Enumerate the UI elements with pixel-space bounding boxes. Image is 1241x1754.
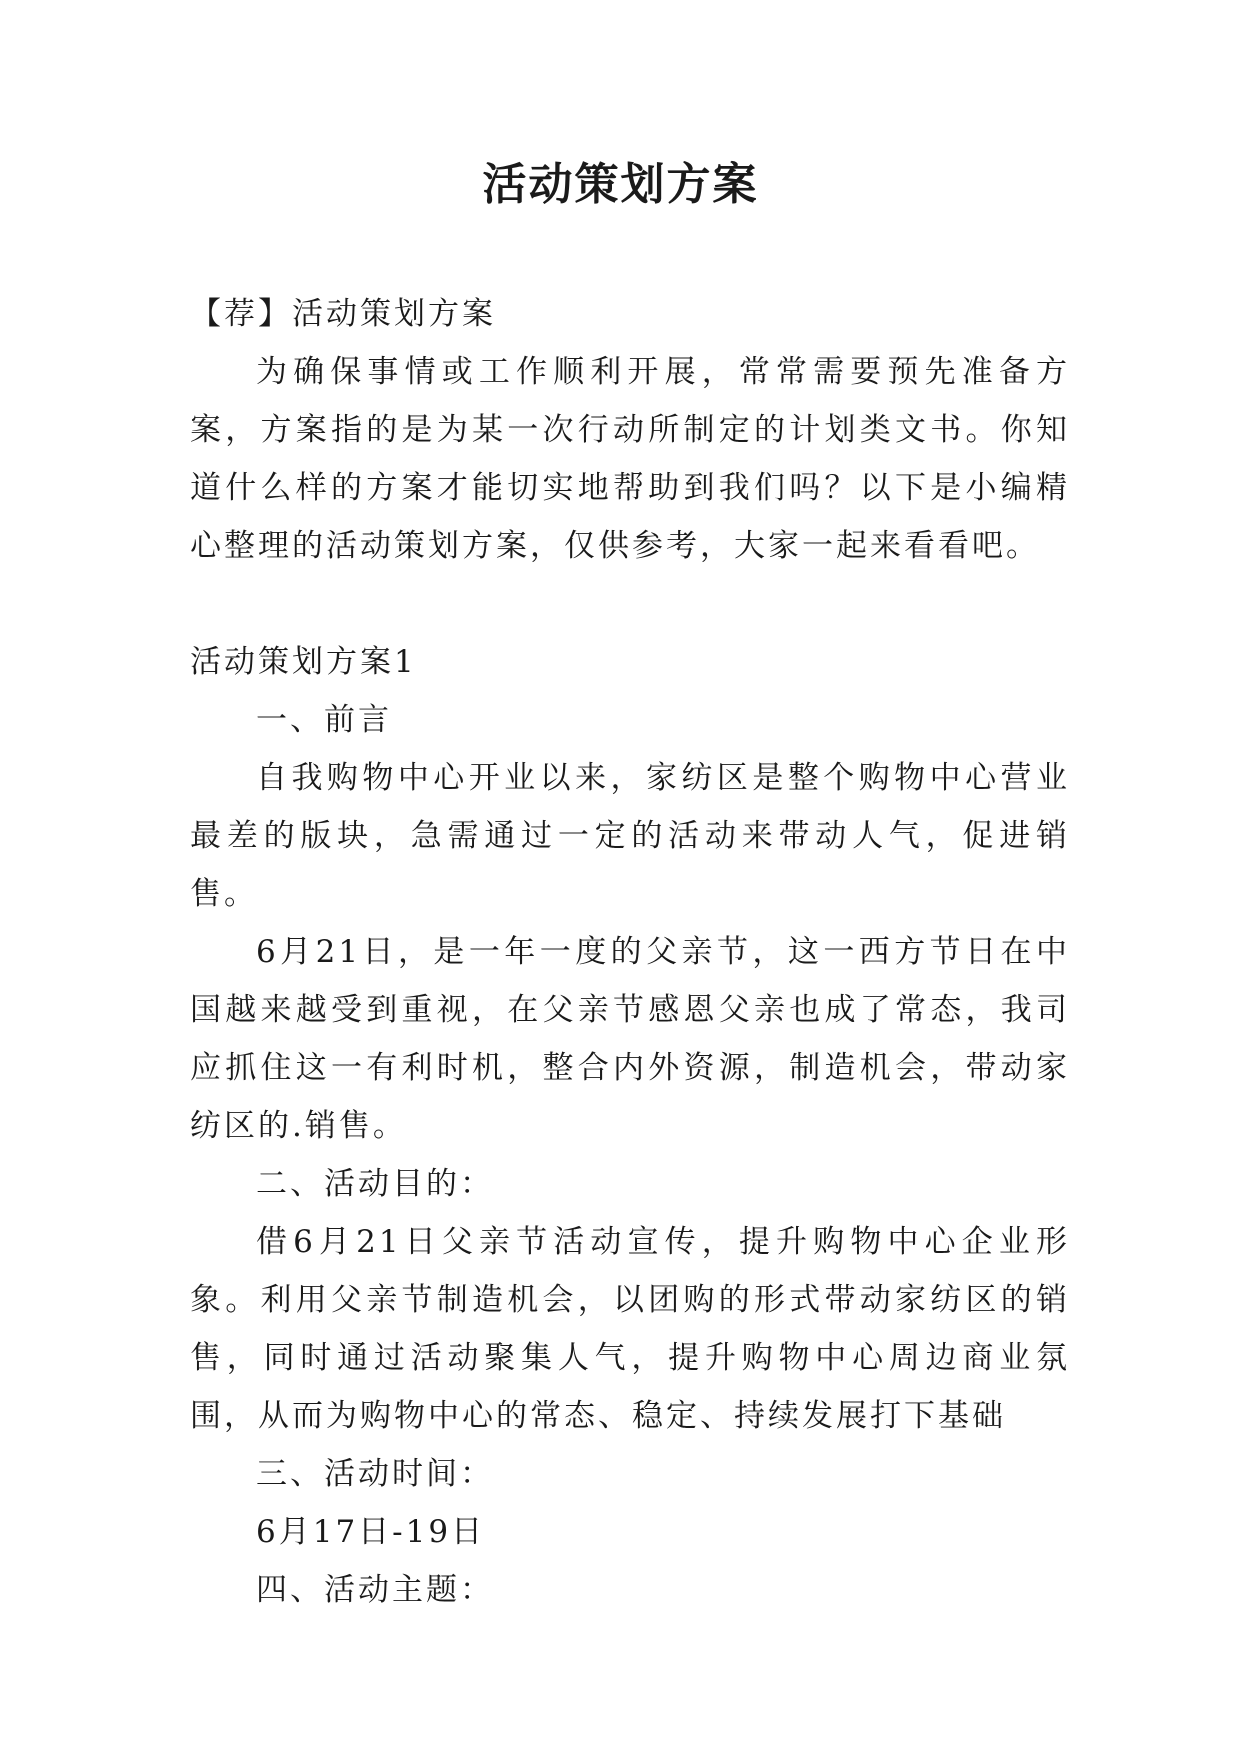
heading-time: 三、活动时间： bbox=[256, 1456, 494, 1492]
document-body bbox=[190, 285, 1070, 1619]
section-title: 活动策划方案1 bbox=[190, 644, 417, 680]
paragraph-preface-1: 自我购物中心开业以来，家纺区是整个购物中心营业最差的版块，急需通过一定的活动来带动人气，促进销售。 bbox=[190, 760, 1070, 912]
document-title: 活动策划方案 bbox=[482, 159, 759, 210]
heading-theme: 四、活动主题： bbox=[256, 1572, 494, 1608]
paragraph-purpose: 借6月21日父亲节活动宣传，提升购物中心企业形象。利用父亲节制造机会，以团购的形式带动家纺区的销售，同时通过活动聚集人气，提升购物中心周边商业氛围，从而为购物中心的常态、稳定、持续发展打下基础 bbox=[190, 1224, 1070, 1434]
intro-paragraph: 为确保事情或工作顺利开展，常常需要预先准备方案，方案指的是为某一次行动所制定的计划类文书。你知道什么样的方案才能切实地帮助到我们吗？以下是小编精心整理的活动策划方案，仅供参考，大家一起来看看吧。 bbox=[190, 354, 1070, 564]
paragraph-preface-2: 6月21日，是一年一度的父亲节，这一西方节日在中国越来越受到重视，在父亲节感恩父亲也成了常态，我司应抓住这一有利时机，整合内外资源，制造机会，带动家纺区的.销售。 bbox=[190, 934, 1070, 1144]
heading-preface: 一、前言 bbox=[256, 702, 392, 738]
document-subtitle: 【荐】活动策划方案 bbox=[190, 296, 496, 332]
paragraph-time: 6月17日-19日 bbox=[256, 1514, 486, 1550]
heading-purpose: 二、活动目的： bbox=[256, 1166, 494, 1202]
